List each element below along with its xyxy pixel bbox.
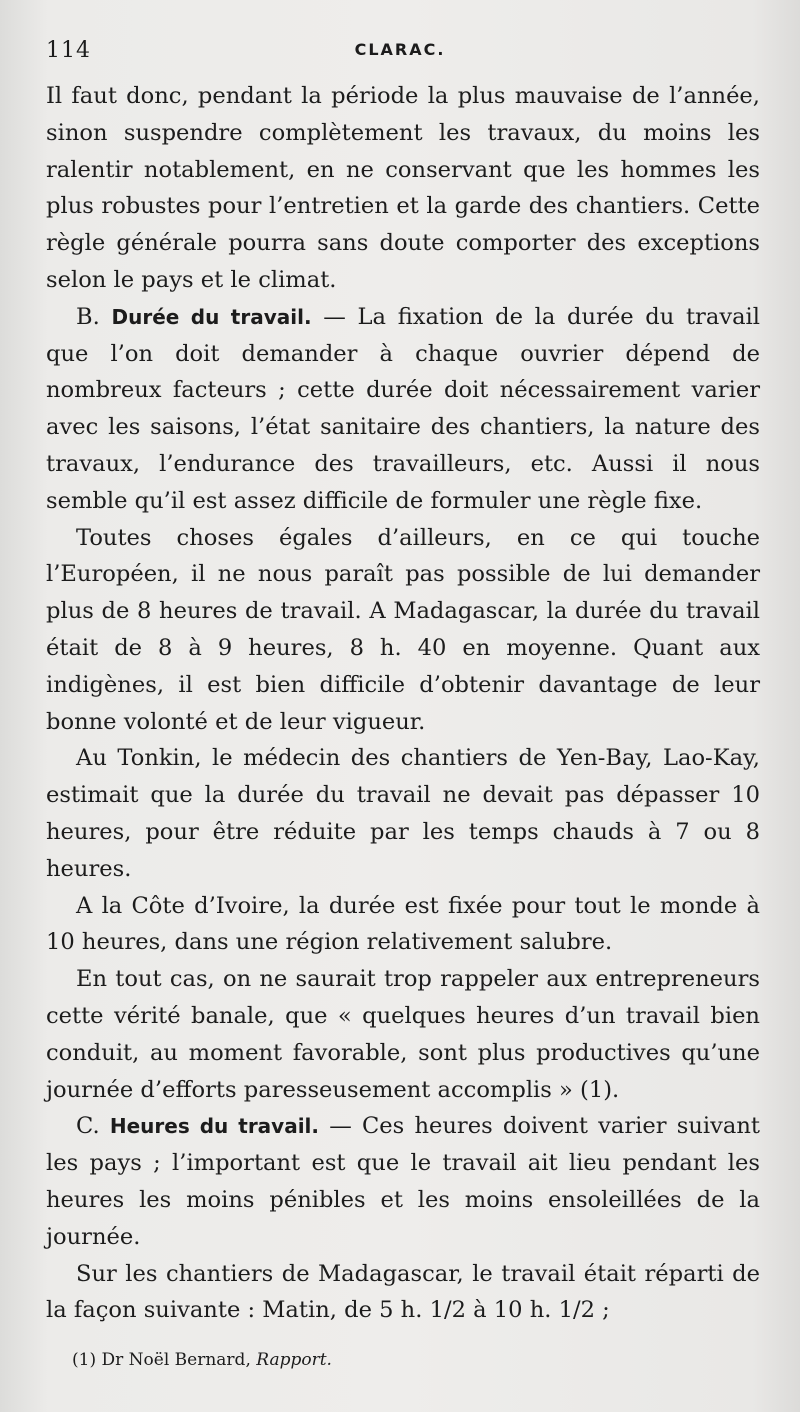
paragraph-text: — Ces heures doivent varier suivant les pays ; l’important est que le travail ait lieu pendant les heures les moins pénibles et les moins ensoleillées de la journée. — [46, 1113, 760, 1250]
page-body — [46, 78, 760, 1329]
paragraph-section-b — [46, 299, 760, 520]
paragraph-text: Toutes choses égales d’ailleurs, en ce qui touche l’Européen, il ne nous paraît pas possible de lui demander plus de 8 heures de travail. A Madagascar, la durée du travail était de 8 à 9 heures, 8 h. 40 en moyenne. Quant aux indigènes, il est bien difficile d’obtenir davantage de leur bonne volonté et de leur vigueur. — [46, 524, 760, 735]
paragraph-madagascar — [46, 1256, 760, 1330]
paragraph-europeen — [46, 520, 760, 741]
paragraph-cote-ivoire — [46, 888, 760, 962]
paragraph-tonkin — [46, 740, 760, 887]
paragraph-text: Sur les chantiers de Madagascar, le travail était réparti de la façon suivante : Matin, de 5 h. 1/2 à 10 h. 1/2 ; — [46, 1260, 760, 1324]
section-heading: Durée du travail. — [111, 304, 312, 329]
footnote-work: Rapport. — [256, 1350, 332, 1370]
paragraph-intro — [46, 78, 760, 299]
section-heading: Heures du travail. — [109, 1114, 320, 1139]
page-header — [46, 38, 754, 70]
running-title: CLARAC. — [354, 40, 446, 59]
paragraph-text: Au Tonkin, le médecin des chantiers de Yen-Bay, Lao-Kay, estimait que la durée du travail ne devait pas dépasser 10 heures, pour être réduite par les temps chauds à 7 ou 8 heures. — [46, 745, 760, 882]
paragraph-text: — La fixation de la durée du travail que l’on doit demander à chaque ouvrier dépend de nombreux facteurs ; cette durée doit nécessairement varier avec les saisons, l’état sanitaire des chantiers, la nature des travaux, l’endurance des travailleurs, etc. Aussi il nous semble qu’il est assez difficile de formuler une règle fixe. — [46, 303, 761, 514]
footnote — [72, 1350, 332, 1370]
footnote-author: Dr Noël Bernard, — [101, 1350, 251, 1370]
footnote-marker: (1) — [72, 1350, 97, 1370]
paragraph-en-tout-cas — [46, 961, 760, 1108]
section-label: C. — [76, 1113, 100, 1140]
section-label: B. — [76, 303, 100, 330]
page-number: 114 — [46, 38, 91, 63]
paragraph-text: En tout cas, on ne saurait trop rappeler aux entrepreneurs cette vérité banale, que « quelques heures d’un travail bien conduit, au moment favorable, sont plus productives qu’une journée d’efforts paresseusement accomplis » (1). — [46, 966, 760, 1103]
paragraph-text: Il faut donc, pendant la période la plus mauvaise de l’année, sinon suspendre complètement les travaux, du moins les ralentir notablement, en ne conservant que les hommes les plus robustes pour l’entretien et la garde des chantiers. Cette règle générale pourra sans doute comporter des exceptions selon le pays et le climat. — [46, 83, 760, 293]
paragraph-text: A la Côte d’Ivoire, la durée est fixée pour tout le monde à 10 heures, dans une région relativement salubre. — [46, 892, 760, 956]
paragraph-section-c — [46, 1108, 760, 1255]
